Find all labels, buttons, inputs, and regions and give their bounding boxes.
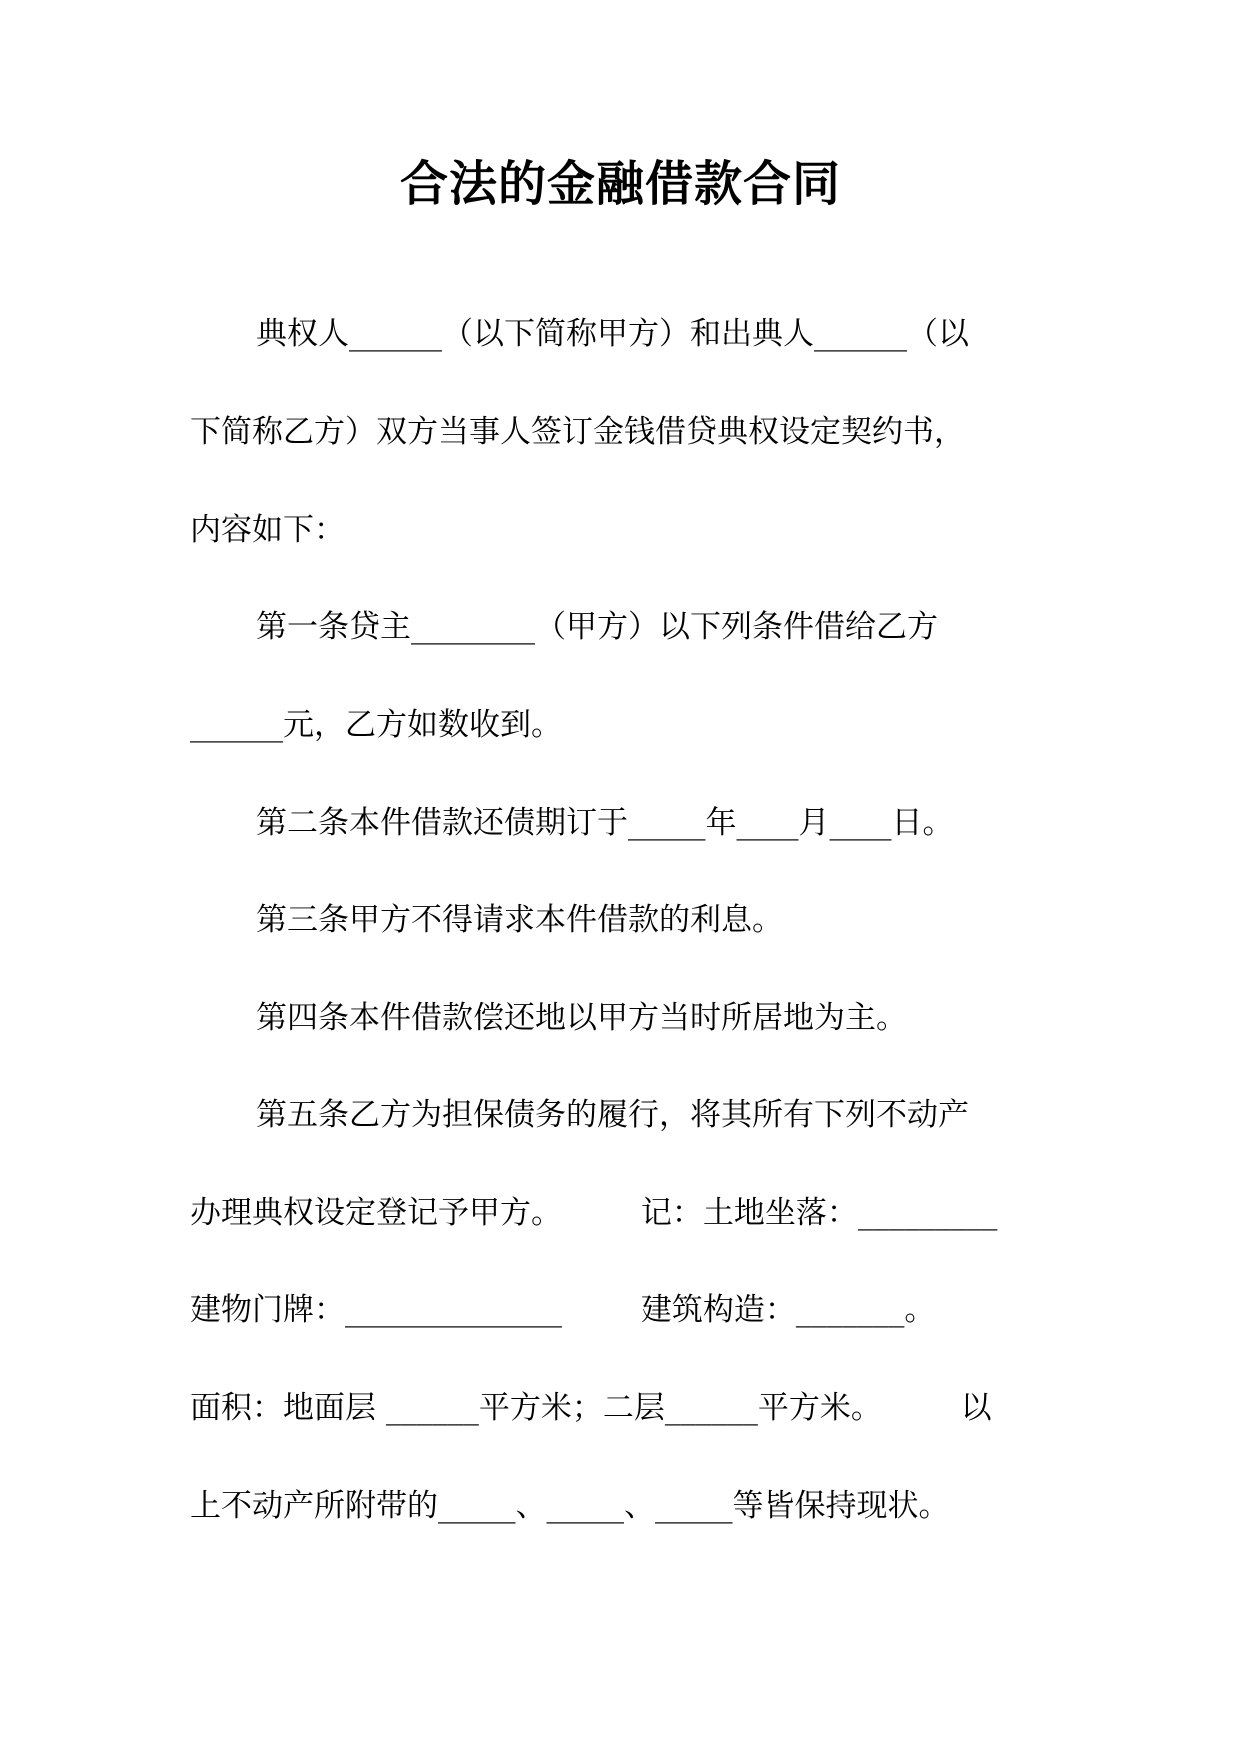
paragraph-line: 第五条乙方为担保债务的履行，将其所有下列不动产 xyxy=(256,1097,969,1133)
paragraph-line: 建物门牌：______________ 建筑构造：_______。 xyxy=(190,1292,936,1328)
paragraph-line: 下简称乙方）双方当事人签订金钱借贷典权设定契约书， xyxy=(190,414,965,450)
paragraph-line: 典权人______（以下简称甲方）和出典人______（以 xyxy=(256,316,969,352)
document-title: 合法的金融借款合同 xyxy=(399,156,841,212)
paragraph-line: 内容如下： xyxy=(190,512,345,548)
paragraph-line: 第三条甲方不得请求本件借款的利息。 xyxy=(256,902,783,938)
paragraph-line: 第一条贷主________（甲方）以下列条件借给乙方 xyxy=(256,609,938,645)
paragraph-line: 办理典权设定登记予甲方。 记：土地坐落：_________ xyxy=(190,1195,998,1231)
paragraph-line: ______元，乙方如数收到。 xyxy=(190,707,562,743)
paragraph-line: 面积：地面层 ______平方米；二层______平方米。 以 xyxy=(190,1390,992,1426)
paragraph-line: 第四条本件借款偿还地以甲方当时所居地为主。 xyxy=(256,1000,907,1036)
paragraph-line: 上不动产所附带的_____、_____、_____等皆保持现状。 xyxy=(190,1488,950,1524)
paragraph-line: 第二条本件借款还债期订于_____年____月____日。 xyxy=(256,805,954,841)
